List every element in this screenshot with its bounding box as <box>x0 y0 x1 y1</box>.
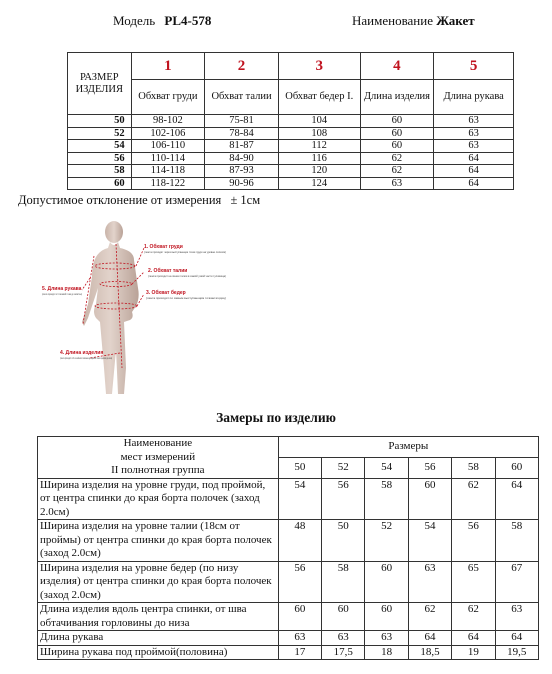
size-value-cell: 60 <box>360 115 434 128</box>
size-value-cell: 120 <box>278 165 360 178</box>
measure-value: 62 <box>452 603 495 631</box>
measure-header-line: II полнотная группа <box>111 464 205 476</box>
size-value-cell: 64 <box>434 165 514 178</box>
size-row <box>68 127 514 140</box>
column-number: 5 <box>434 53 514 80</box>
size-value-cell: 60 <box>360 140 434 153</box>
size-value-cell: 106-110 <box>131 140 205 153</box>
size-corner-label: РАЗМЕР ИЗДЕЛИЯ <box>68 53 132 115</box>
measure-value: 63 <box>322 631 365 646</box>
measure-value: 56 <box>322 478 365 520</box>
measure-table-title: Замеры по изделию <box>216 410 336 425</box>
column-number: 4 <box>360 53 434 80</box>
measure-value: 54 <box>278 478 321 520</box>
measure-table <box>37 436 539 660</box>
figure-note-length: (лента проходит от 6-го шейного позвонка до нужной точки изделия до низа) <box>60 357 153 360</box>
model-line <box>113 13 211 29</box>
measure-value: 19 <box>452 645 495 660</box>
size-value-cell: 63 <box>434 127 514 140</box>
size-value-cell: 112 <box>278 140 360 153</box>
measure-value: 60 <box>365 603 408 631</box>
measure-value: 67 <box>495 561 538 603</box>
figure-label-chest: 1. Обхват груди <box>144 244 183 250</box>
measure-name: Ширина рукава под проймой(половина) <box>38 645 279 660</box>
size-value-cell: 62 <box>360 152 434 165</box>
measure-value: 56 <box>278 561 321 603</box>
measure-value: 50 <box>322 520 365 562</box>
size-table <box>67 52 514 190</box>
size-row <box>68 115 514 128</box>
size-column-header: 54 <box>365 457 408 478</box>
measure-value: 58 <box>365 478 408 520</box>
measure-name: Ширина изделия на уровне бедер (по низу изделия) от центра спинки до края борта полочек (заход 2.0см) <box>38 561 279 603</box>
measure-value: 18,5 <box>408 645 451 660</box>
figure-note-waist: (лента проходит на линии талии в самой узкой части туловища) <box>148 275 226 278</box>
figure-label-hips: 3. Обхват бедер <box>146 290 186 296</box>
size-cell: 52 <box>68 127 132 140</box>
size-value-cell: 62 <box>360 165 434 178</box>
measure-header-left <box>38 437 279 479</box>
column-label: Длина рукава <box>434 80 514 115</box>
figure-silhouette <box>82 221 139 394</box>
size-column-header: 50 <box>278 457 321 478</box>
measure-value: 63 <box>408 561 451 603</box>
size-cell: 50 <box>68 115 132 128</box>
measure-value: 58 <box>495 520 538 562</box>
measure-header-sizes: Размеры <box>278 437 538 458</box>
size-cell: 56 <box>68 152 132 165</box>
measure-name: Ширина изделия на уровне талии (18см от проймы) от центра спинки до края борта полочек (заход 2.0см) <box>38 520 279 562</box>
measure-row <box>38 478 539 520</box>
size-row <box>68 177 514 190</box>
model-label: Модель <box>113 13 156 28</box>
size-column-header: 52 <box>322 457 365 478</box>
figure-label-length: 4. Длина изделия <box>60 350 104 356</box>
measure-value: 18 <box>365 645 408 660</box>
measure-name: Длина рукава <box>38 631 279 646</box>
column-number: 3 <box>278 53 360 80</box>
size-value-cell: 102-106 <box>131 127 205 140</box>
name-line <box>352 13 475 29</box>
size-value-cell: 63 <box>360 177 434 190</box>
body-measurement-figure <box>30 218 230 398</box>
column-number: 1 <box>131 53 205 80</box>
size-value-cell: 64 <box>434 152 514 165</box>
column-number: 2 <box>205 53 279 80</box>
size-value-cell: 124 <box>278 177 360 190</box>
size-cell: 54 <box>68 140 132 153</box>
measure-value: 56 <box>452 520 495 562</box>
size-cell: 58 <box>68 165 132 178</box>
column-label: Обхват бедер I. <box>278 80 360 115</box>
measure-value: 62 <box>452 478 495 520</box>
figure-label-waist: 2. Обхват талии <box>148 268 188 274</box>
size-value-cell: 108 <box>278 127 360 140</box>
size-value-cell: 118-122 <box>131 177 205 190</box>
measure-value: 60 <box>322 603 365 631</box>
size-column-header: 58 <box>452 457 495 478</box>
size-row <box>68 152 514 165</box>
measure-header-line: Наименование <box>123 437 193 449</box>
size-value-cell: 78-84 <box>205 127 279 140</box>
measure-value: 60 <box>278 603 321 631</box>
measure-value: 65 <box>452 561 495 603</box>
size-value-cell: 104 <box>278 115 360 128</box>
measure-value: 64 <box>452 631 495 646</box>
column-label: Обхват талии <box>205 80 279 115</box>
measure-value: 64 <box>408 631 451 646</box>
measure-value: 48 <box>278 520 321 562</box>
size-column-header: 56 <box>408 457 451 478</box>
measure-row <box>38 603 539 631</box>
name-value: Жакет <box>436 13 475 28</box>
size-cell: 60 <box>68 177 132 190</box>
measure-row <box>38 520 539 562</box>
measure-name: Ширина изделия на уровне груди, под проймой, от центра спинки до края борта полочек (заход 2.0см) <box>38 478 279 520</box>
size-value-cell: 75-81 <box>205 115 279 128</box>
measure-value: 62 <box>408 603 451 631</box>
measure-value: 63 <box>365 631 408 646</box>
measure-value: 64 <box>495 631 538 646</box>
size-value-cell: 110-114 <box>131 152 205 165</box>
size-value-cell: 90-96 <box>205 177 279 190</box>
column-label: Обхват груди <box>131 80 205 115</box>
figure-note-sleeve: (лента проходит от плечевой точки до запястья) <box>42 293 101 296</box>
measure-value: 60 <box>408 478 451 520</box>
size-value-cell: 63 <box>434 140 514 153</box>
measure-name: Длина изделия вдоль центра спинки, от шва обтачивания горловины до низа <box>38 603 279 631</box>
size-value-cell: 81-87 <box>205 140 279 153</box>
measure-value: 58 <box>322 561 365 603</box>
name-label: Наименование <box>352 13 433 28</box>
measure-row <box>38 645 539 660</box>
size-value-cell: 64 <box>434 177 514 190</box>
size-row <box>68 140 514 153</box>
size-value-cell: 116 <box>278 152 360 165</box>
measure-value: 17 <box>278 645 321 660</box>
measure-value: 60 <box>365 561 408 603</box>
measure-value: 52 <box>365 520 408 562</box>
size-value-cell: 63 <box>434 115 514 128</box>
measure-row <box>38 631 539 646</box>
size-column-header: 60 <box>495 457 538 478</box>
measure-value: 17,5 <box>322 645 365 660</box>
figure-label-sleeve: 5. Длина рукава <box>42 286 82 292</box>
measure-value: 19,5 <box>495 645 538 660</box>
tolerance-value: ± 1см <box>230 193 261 207</box>
size-value-cell: 114-118 <box>131 165 205 178</box>
size-value-cell: 60 <box>360 127 434 140</box>
measure-value: 63 <box>278 631 321 646</box>
measure-value: 63 <box>495 603 538 631</box>
tolerance-text: Допустимое отклонение от измерения <box>18 193 222 207</box>
figure-note-hips: (лента проходит по самым выступающим точкам ягодиц) <box>146 297 215 300</box>
measure-row <box>38 561 539 603</box>
size-value-cell: 84-90 <box>205 152 279 165</box>
size-value-cell: 98-102 <box>131 115 205 128</box>
measure-value: 64 <box>495 478 538 520</box>
size-value-cell: 87-93 <box>205 165 279 178</box>
column-label: Длина изделия <box>360 80 434 115</box>
figure-note-chest: (лента проходит через выступающие точки груди на уровне лопаток) <box>144 251 228 254</box>
model-value: PL4-578 <box>164 13 212 28</box>
tolerance-note <box>18 193 260 208</box>
measure-header-line: мест измерений <box>120 450 196 463</box>
measure-value: 54 <box>408 520 451 562</box>
size-row <box>68 165 514 178</box>
